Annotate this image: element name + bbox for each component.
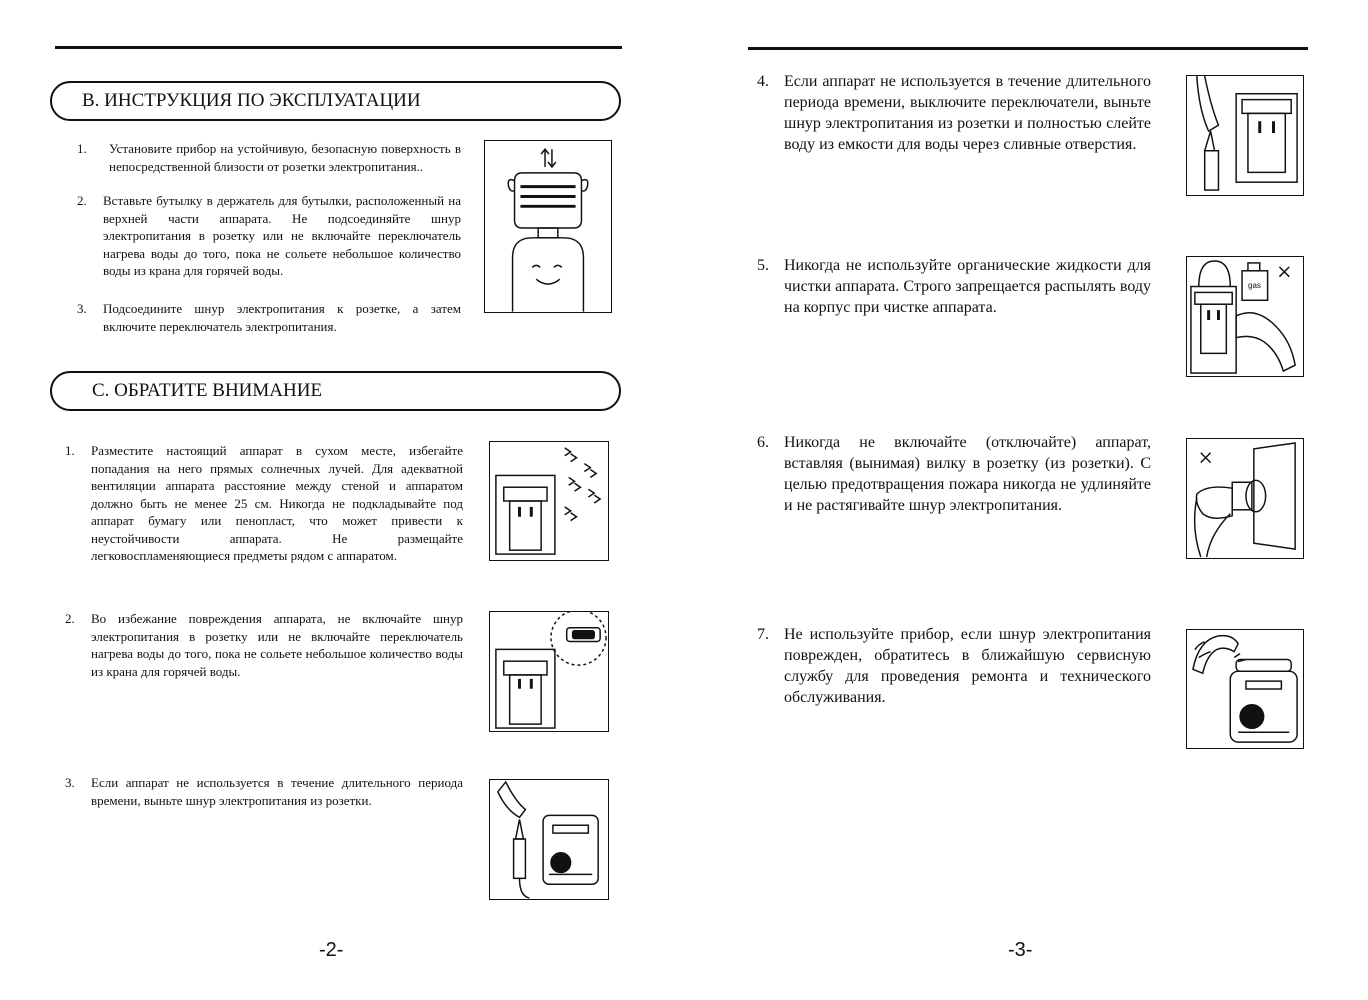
section-b-item-1 bbox=[77, 140, 461, 175]
section-c-item-3 bbox=[65, 774, 463, 809]
right-item-4 bbox=[757, 71, 1151, 155]
left-page-number: -2- bbox=[319, 939, 344, 961]
item-text: Если аппарат не используется в течение длительного периода времени, выключите переключатели, выньте шнур электропитания из розетки и полностью слейте воду из емкости для воды через сливные отверстия. bbox=[784, 73, 1151, 153]
item-number: 3. bbox=[77, 301, 87, 316]
plug-warning-illustration bbox=[1186, 438, 1304, 559]
item-text: Если аппарат не используется в течение длительного периода времени, выньте шнур электропитания из розетки. bbox=[91, 775, 463, 808]
item-number: 2. bbox=[77, 193, 87, 208]
item-text: Вставьте бутылку в держатель для бутылки, расположенный на верхней части аппарата. Не подсоединяйте шнур электропитания в розетку или не включайте переключатель нагрева воды до того, пока не сольете небольшое количество воды из крана для горячей воды. bbox=[103, 193, 461, 278]
item-number: 5. bbox=[757, 257, 769, 274]
item-number: 6. bbox=[757, 434, 769, 451]
damaged-cord-illustration bbox=[1186, 629, 1304, 749]
section-b-item-2 bbox=[77, 192, 461, 280]
section-c-item-2 bbox=[65, 610, 463, 680]
item-number: 2. bbox=[65, 611, 75, 626]
item-number: 7. bbox=[757, 626, 769, 643]
unplug-illustration bbox=[489, 779, 609, 900]
drain-water-illustration bbox=[1186, 75, 1304, 196]
section-b-item-3 bbox=[77, 300, 461, 335]
item-text: Установите прибор на устойчивую, безопасную поверхность в непосредственной близости от розетки электропитания.. bbox=[109, 141, 461, 174]
item-number: 3. bbox=[65, 775, 75, 790]
right-page-number: -3- bbox=[1008, 939, 1033, 961]
item-text: Подсоедините шнур электропитания к розетке, а затем включите переключатель электропитания. bbox=[103, 301, 461, 334]
right-top-rule bbox=[748, 47, 1308, 50]
switch-warning-illustration bbox=[489, 611, 609, 732]
item-number: 1. bbox=[77, 141, 87, 156]
bottle-install-illustration bbox=[484, 140, 612, 313]
right-item-6 bbox=[757, 432, 1151, 516]
section-c-item-1 bbox=[65, 442, 463, 565]
section-b-title: В. ИНСТРУКЦИЯ ПО ЭКСПЛУАТАЦИИ bbox=[50, 81, 621, 121]
no-organic-cleaning-illustration bbox=[1186, 256, 1304, 377]
right-item-5 bbox=[757, 255, 1151, 318]
item-text: Разместите настоящий аппарат в сухом месте, избегайте попадания на него прямых солнечных лучей. Для адекватной вентиляции аппарата расстояние между стеной и аппаратом должно быть не менее 25 см. Никогда не подкладывайте под аппарат бумагу или пенопласт, что может привести к неустойчивости аппарата. Не размещайте легковоспламеняющиеся предметы рядом с аппаратом. bbox=[91, 443, 463, 563]
item-text: Не используйте прибор, если шнур электропитания поврежден, обратитесь в ближайшую сервисную службу для проведения ремонта и технического обслуживания. bbox=[784, 626, 1151, 706]
sunlight-placement-illustration bbox=[489, 441, 609, 561]
item-text: Во избежание повреждения аппарата, не включайте шнур электропитания в розетку или не включайте переключатель нагрева воды до того, пока не сольете небольшое количество воды из крана для горячей воды. bbox=[91, 611, 463, 679]
right-item-7 bbox=[757, 624, 1151, 708]
item-number: 1. bbox=[65, 443, 75, 458]
section-c-title: С. ОБРАТИТЕ ВНИМАНИЕ bbox=[50, 371, 621, 411]
gas-label: gas bbox=[1248, 281, 1261, 290]
item-text: Никогда не включайте (отключайте) аппарат, вставляя (вынимая) вилку в розетку (из розетки). С целью предотвращения пожара никогда не удлиняйте и не растягивайте шнур электропитания. bbox=[784, 434, 1151, 514]
item-number: 4. bbox=[757, 73, 769, 90]
item-text: Никогда не используйте органические жидкости для чистки аппарата. Строго запрещается распылять воду на корпус при чистке аппарата. bbox=[784, 257, 1151, 316]
left-top-rule bbox=[55, 46, 622, 49]
